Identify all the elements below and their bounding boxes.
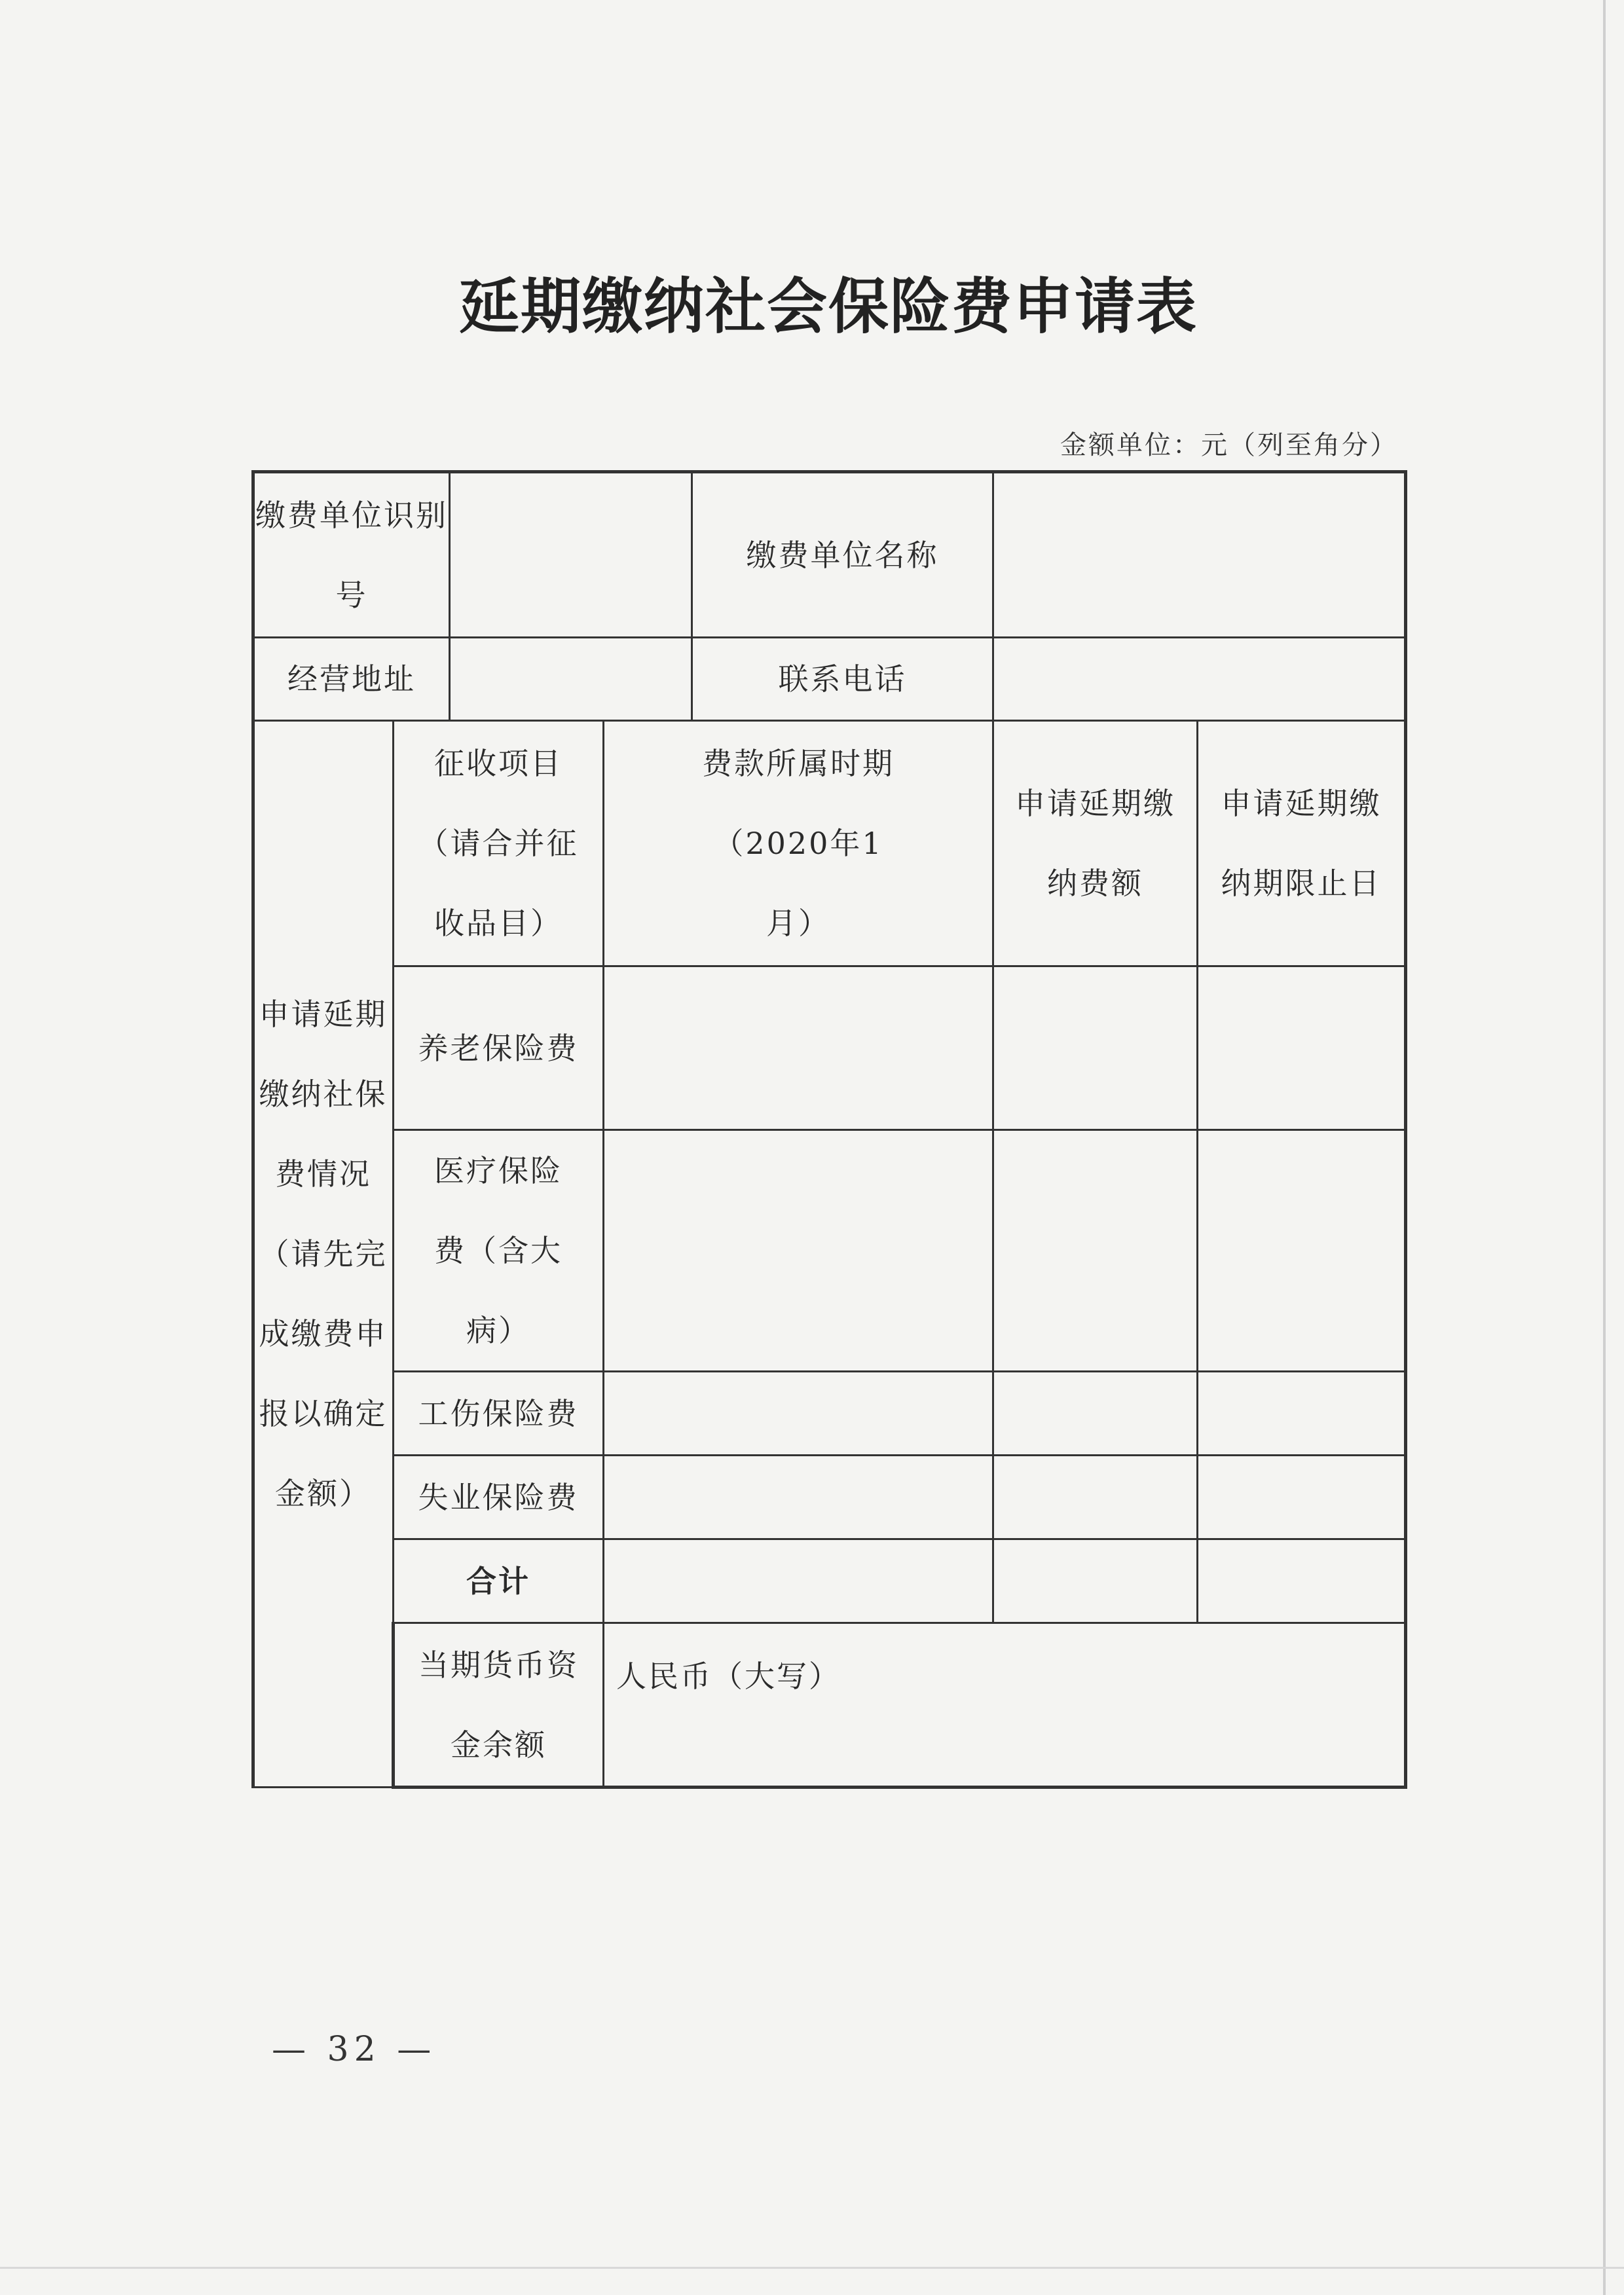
medical-amount-field[interactable] [993, 1130, 1198, 1372]
item-unemployment: 失业保险费 [394, 1456, 604, 1539]
unit-name-field[interactable] [993, 472, 1406, 638]
balance-field[interactable] [604, 1623, 1406, 1788]
injury-amount-field[interactable] [993, 1372, 1198, 1456]
total-label: 合计 [394, 1539, 604, 1623]
pension-deadline-field[interactable] [1198, 966, 1406, 1130]
item-medical: 医疗保险费（含大病） [394, 1130, 604, 1372]
item-pension: 养老保险费 [394, 966, 604, 1130]
application-form-table [251, 470, 1407, 1789]
total-amount-field[interactable] [993, 1539, 1198, 1623]
section-side-label: 申请延期缴纳社保费情况（请先完成缴费申报以确定金额） [253, 721, 394, 1788]
col-period-header: 费款所属时期（2020年1月） [604, 721, 993, 966]
balance-label: 当期货币资金余额 [394, 1623, 604, 1788]
total-period-field[interactable] [604, 1539, 993, 1623]
injury-period-field[interactable] [604, 1372, 993, 1456]
page-title: 延期缴纳社会保险费申请表 [458, 271, 1198, 342]
unit-id-field[interactable] [450, 472, 692, 638]
balance-value-label: 人民币（大写） [616, 1659, 841, 1694]
pension-amount-field[interactable] [993, 966, 1198, 1130]
unit-note: 金额单位：元（列至角分） [1060, 430, 1398, 460]
col-item-header: 征收项目（请合并征收品目） [394, 721, 604, 966]
phone-label: 联系电话 [692, 638, 993, 721]
address-label: 经营地址 [253, 638, 450, 721]
phone-field[interactable] [993, 638, 1406, 721]
medical-deadline-field[interactable] [1198, 1130, 1406, 1372]
col-deadline-header: 申请延期缴纳期限止日 [1198, 721, 1406, 966]
pension-period-field[interactable] [604, 966, 993, 1130]
unemployment-amount-field[interactable] [993, 1456, 1198, 1539]
item-injury: 工伤保险费 [394, 1372, 604, 1456]
injury-deadline-field[interactable] [1198, 1372, 1406, 1456]
page-bottom-edge [0, 2267, 1624, 2269]
medical-period-field[interactable] [604, 1130, 993, 1372]
total-deadline-field[interactable] [1198, 1539, 1406, 1623]
unemployment-deadline-field[interactable] [1198, 1456, 1406, 1539]
address-field[interactable] [450, 638, 692, 721]
unemployment-period-field[interactable] [604, 1456, 993, 1539]
col-amount-header: 申请延期缴纳费额 [993, 721, 1198, 966]
unit-id-label: 缴费单位识别号 [253, 472, 450, 638]
unit-name-label: 缴费单位名称 [692, 472, 993, 638]
page-number: — 32 — [272, 2030, 437, 2069]
